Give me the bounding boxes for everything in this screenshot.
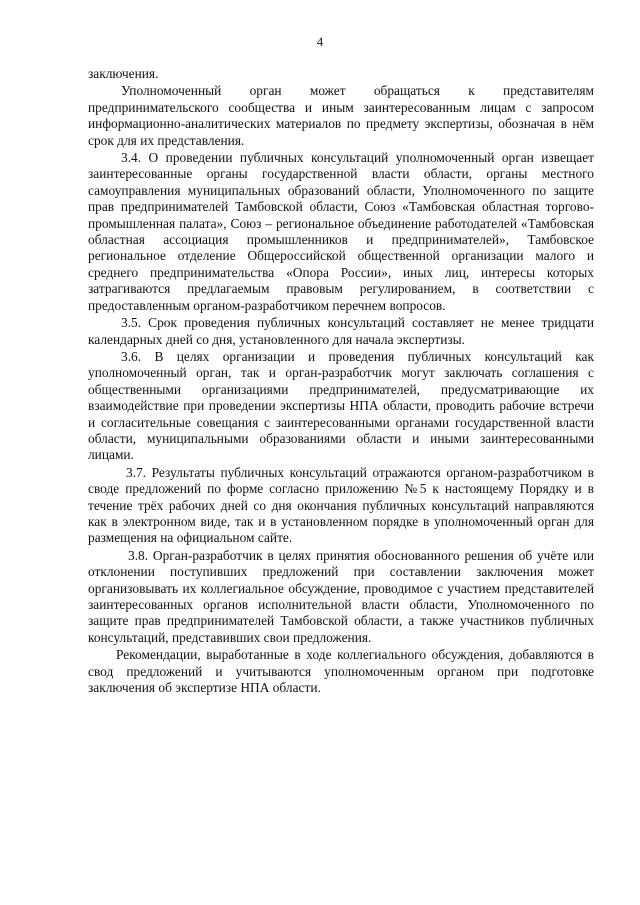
paragraph-authorized-body-request: Уполномоченный орган может обращаться к представителям предпринимательского сообщества и иным заинтересованным лицам с запросом информационно-аналитических материалов по предмету экспертизы, обозначая в нём срок для их представления. xyxy=(88,83,594,148)
paragraph-3-8: 3.8. Орган-разработчик в целях принятия обоснованного решения об учёте или отклонении поступивших предложений при составлении заключения может организовывать их коллегиальное обсуждение, проводимое с участием представителей заинтересованных органов исполнительной власти области, Уполномоченного по защите прав предпринимателей Тамбовской области, а также участников публичных консультаций, представивших свои предложения. xyxy=(88,547,594,645)
paragraph-3-4: 3.4. О проведении публичных консультаций уполномоченный орган извещает заинтересованные органы государственной власти области, органы местного самоуправления муниципальных образований области, Уполномоченного по защите прав предпринимателей Тамбовской области, Союз «Тамбовская областная торгово-промышленная палата», Союз – региональное объединение работодателей «Тамбовская областная ассоциация промышленников и предпринимателей», Тамбовское региональное отделение Общероссийской общественной организации малого и среднего предпринимательства «Опора России», иных лиц, интересы которых затрагиваются предлагаемым правовым регулированием, в соответствии с предоставленным органом-разработчиком перечнем вопросов. xyxy=(88,150,594,313)
paragraph-3-6: 3.6. В целях организации и проведения публичных консультаций как уполномоченный орган, так и орган-разработчик могут заключать соглашения с общественными организациями предпринимателей, предусматривающие их взаимодействие при проведении экспертизы НПА области, проводить рабочие встречи и согласительные совещания с заинтересованными органами государственной власти области, муниципальными образованиями области и иными заинтересованными лицами. xyxy=(88,348,594,463)
page-number: 4 xyxy=(316,34,324,49)
paragraph-3-5: 3.5. Срок проведения публичных консультаций составляет не менее тридцати календарных дней со дня, установленного для начала экспертизы. xyxy=(88,315,594,347)
paragraph-3-7: 3.7. Результаты публичных консультаций отражаются органом-разработчиком в своде предложений по форме согласно приложению №5 к настоящему Порядку и в течение трёх рабочих дней со дня окончания публичных консультаций направляются как в электронном виде, так и в установленном порядке в уполномоченный орган для размещения на официальном сайте. xyxy=(88,464,594,546)
document-body xyxy=(88,66,594,696)
paragraph-continuation: заключения. xyxy=(88,66,159,81)
paragraph-recommendations: Рекомендации, выработанные в ходе коллегиального обсуждения, добавляются в свод предложений и учитываются уполномоченным органом при подготовке заключения об экспертизе НПА области. xyxy=(88,647,594,696)
